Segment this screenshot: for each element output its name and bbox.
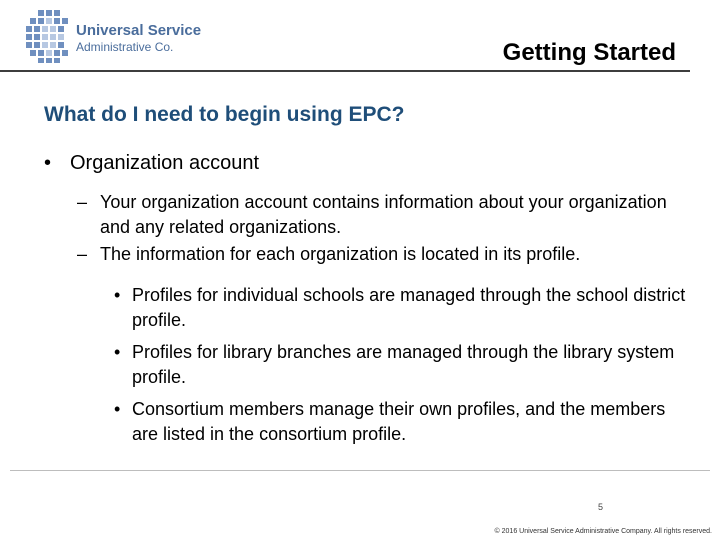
bullet-level3 [40,283,690,333]
usac-logo [24,8,214,64]
copyright-notice: © 2016 Universal Service Administrative Company. All rights reserved. [494,528,712,535]
bullet-marker: • [114,342,121,362]
bullet-text: Your organization account contains information about your organization and any related organizations. [100,192,667,237]
bullet-marker: • [114,399,121,419]
section-heading: What do I need to begin using EPC? [44,103,405,126]
bullet-text: Consortium members manage their own profiles, and the members are listed in the consortium profile. [132,399,666,444]
page-title: Getting Started [502,39,676,66]
bullet-level1 [40,148,690,178]
bullet-text: Profiles for individual schools are managed through the school district profile. [132,285,686,330]
bullet-text: The information for each organization is located in its profile. [100,244,581,264]
bullet-level2 [40,242,690,267]
bullet-marker: • [44,152,52,174]
header-divider [0,70,690,72]
sub-bullet-list [40,283,690,447]
bullet-level3 [40,397,690,447]
bullet-level2 [40,190,690,240]
slide-content [40,148,690,454]
bullet-text: Profiles for library branches are managed through the library system profile. [132,342,675,387]
logo-text [76,22,201,54]
logo-line1: Universal Service [76,22,202,39]
dash-marker: – [77,192,88,212]
page-number: 5 [598,502,604,512]
bullet-marker: • [114,285,121,305]
bullet-level3 [40,340,690,390]
bullet-text: Organization account [70,152,260,174]
footer-divider [10,470,710,471]
usac-logo-icon [24,8,72,64]
dash-marker: – [77,244,88,264]
logo-line2: Administrative Co. [76,40,174,54]
